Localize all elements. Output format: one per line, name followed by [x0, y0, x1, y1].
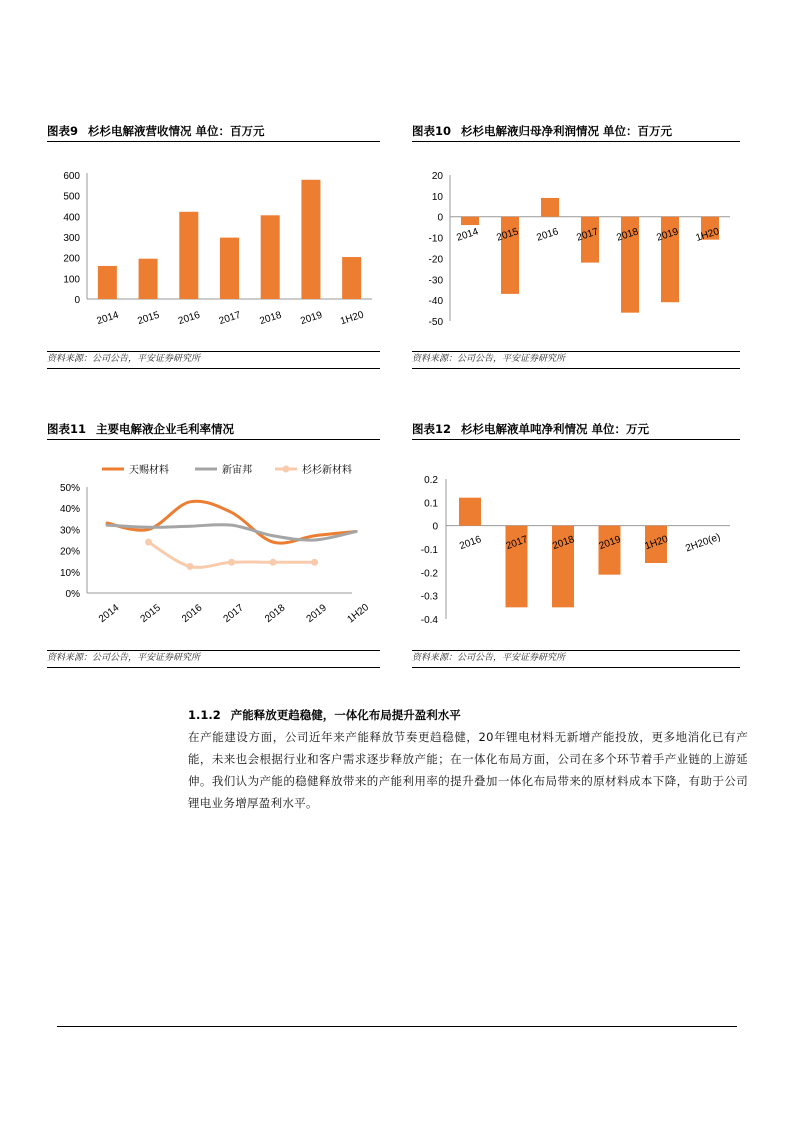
y-tick-label: -10	[428, 233, 443, 245]
x-tick-label: 2014	[95, 309, 121, 328]
x-tick-label: 2019	[655, 226, 680, 244]
x-tick-label: 2015	[136, 309, 161, 328]
figure-revenue	[47, 123, 380, 371]
section-heading	[188, 706, 748, 724]
bar	[220, 238, 239, 299]
y-tick-label: 10%	[59, 567, 80, 579]
legend-label: 天赐材料	[129, 465, 169, 476]
y-tick-label: 20	[431, 171, 443, 182]
data-point	[145, 539, 152, 546]
x-tick-label: 1H20	[339, 309, 366, 328]
x-tick-label: 1H20	[345, 602, 372, 626]
data-point	[187, 563, 194, 570]
figure-perton-number: 图表12	[412, 422, 452, 436]
bar	[139, 259, 158, 299]
y-tick-label: 0%	[65, 589, 80, 600]
bar	[342, 257, 361, 299]
legend-marker	[283, 466, 290, 473]
x-tick-label: 2014	[97, 602, 122, 625]
x-tick-label: 2015	[495, 226, 520, 244]
y-tick-label: -0.1	[420, 545, 438, 556]
figure-perton-source: 资料来源：公司公告，平安证券研究所	[412, 650, 740, 668]
y-tick-label: -40	[428, 296, 443, 308]
figure-perton-title	[412, 421, 740, 440]
footer-rule	[57, 1026, 737, 1027]
figure-profit	[412, 123, 740, 371]
bar	[179, 212, 198, 299]
x-tick-label: 2019	[299, 309, 324, 328]
margin-line-chart	[47, 461, 380, 646]
figure-profit-title	[412, 123, 740, 142]
figure-perton	[412, 421, 740, 669]
figure-profit-number: 图表10	[412, 124, 452, 138]
figure-revenue-source: 资料来源：公司公告，平安证券研究所	[47, 351, 380, 369]
x-tick-label: 2H20(e)	[684, 531, 722, 555]
perton-bar-chart	[412, 461, 740, 646]
figure-margin-number: 图表11	[47, 422, 87, 436]
y-tick-label: 0	[74, 295, 80, 306]
x-tick-label: 2016	[180, 602, 205, 625]
y-tick-label: 100	[63, 274, 80, 286]
y-tick-label: -0.2	[420, 568, 438, 580]
y-tick-label: 0	[437, 212, 443, 224]
y-tick-label: 0.2	[424, 475, 438, 486]
x-tick-label: 2018	[615, 226, 640, 244]
x-tick-label: 2018	[551, 534, 576, 553]
x-tick-label: 2017	[575, 226, 600, 244]
y-tick-label: -20	[428, 254, 443, 266]
bar	[461, 217, 479, 225]
x-tick-label: 2015	[138, 602, 163, 625]
y-tick-label: 0	[432, 521, 438, 533]
series-line	[107, 525, 356, 541]
y-tick-label: -0.4	[420, 615, 438, 626]
bar	[98, 266, 117, 299]
section-body: 在产能建设方面，公司近年来产能释放节奏更趋稳健，20年锂电材料无新增产能投放，更多地消化已有产能，未来也会根据行业和客户需求逐步释放产能；在一体化布局方面，公司在多个环节着手产业链的上游延伸。我们认为产能的稳健释放带来的产能利用率的提升叠加一体化布局带来的原材料成本下降，有助于公司锂电业务增厚盈利水平。	[188, 730, 748, 810]
figure-revenue-number: 图表9	[47, 124, 79, 138]
y-tick-label: 40%	[59, 504, 80, 516]
y-tick-label: -0.3	[420, 591, 438, 603]
x-tick-label: 2018	[258, 309, 283, 328]
revenue-bar-chart	[47, 163, 380, 333]
x-tick-label: 2018	[263, 602, 288, 625]
y-tick-label: 600	[63, 171, 80, 182]
figure-margin-source: 资料来源：公司公告，平安证券研究所	[47, 650, 380, 668]
x-tick-label: 2016	[535, 226, 560, 244]
series-line	[107, 501, 356, 543]
legend-label: 新宙邦	[222, 465, 252, 476]
bar	[459, 498, 481, 526]
figure-profit-caption: 杉杉电解液归母净利润情况 单位：百万元	[461, 124, 673, 138]
figure-margin	[47, 421, 380, 669]
figure-revenue-title	[47, 123, 380, 142]
profit-bar-chart	[412, 163, 740, 333]
bar	[301, 180, 320, 299]
x-tick-label: 2017	[504, 534, 530, 553]
x-tick-label: 2016	[176, 309, 202, 328]
y-tick-label: 20%	[59, 546, 80, 558]
data-point	[311, 559, 318, 566]
y-tick-label: 200	[63, 253, 80, 265]
figure-margin-title	[47, 421, 380, 440]
x-tick-label: 2019	[304, 602, 329, 625]
section-number: 1.1.2	[188, 708, 221, 722]
y-tick-label: 300	[63, 233, 80, 244]
x-tick-label: 1H20	[643, 533, 670, 553]
section-1-1-2	[188, 706, 748, 814]
legend-label: 杉杉新材料	[302, 465, 352, 476]
bar	[541, 198, 559, 217]
x-tick-label: 1H20	[694, 226, 721, 244]
x-tick-label: 2017	[221, 602, 246, 625]
figure-profit-source: 资料来源：公司公告，平安证券研究所	[412, 351, 740, 369]
figure-revenue-caption: 杉杉电解液营收情况 单位：百万元	[88, 124, 265, 138]
section-title: 产能释放更趋稳健，一体化布局提升盈利水平	[230, 708, 461, 722]
y-tick-label: 400	[63, 212, 80, 224]
y-tick-label: 10	[431, 191, 443, 203]
y-tick-label: 50%	[59, 483, 80, 494]
x-tick-label: 2019	[597, 534, 623, 553]
data-point	[228, 559, 235, 566]
x-tick-label: 2016	[458, 534, 483, 553]
y-tick-label: 500	[63, 191, 80, 203]
bar	[261, 215, 280, 299]
y-tick-label: -50	[428, 317, 443, 328]
y-tick-label: -30	[428, 275, 443, 287]
y-tick-label: 30%	[59, 525, 80, 537]
figure-margin-caption: 主要电解液企业毛利率情况	[96, 422, 235, 436]
x-tick-label: 2017	[217, 309, 243, 328]
y-tick-label: 0.1	[424, 498, 438, 510]
x-tick-label: 2014	[455, 226, 480, 244]
figure-perton-caption: 杉杉电解液单吨净利情况 单位：万元	[461, 422, 650, 436]
data-point	[270, 559, 277, 566]
